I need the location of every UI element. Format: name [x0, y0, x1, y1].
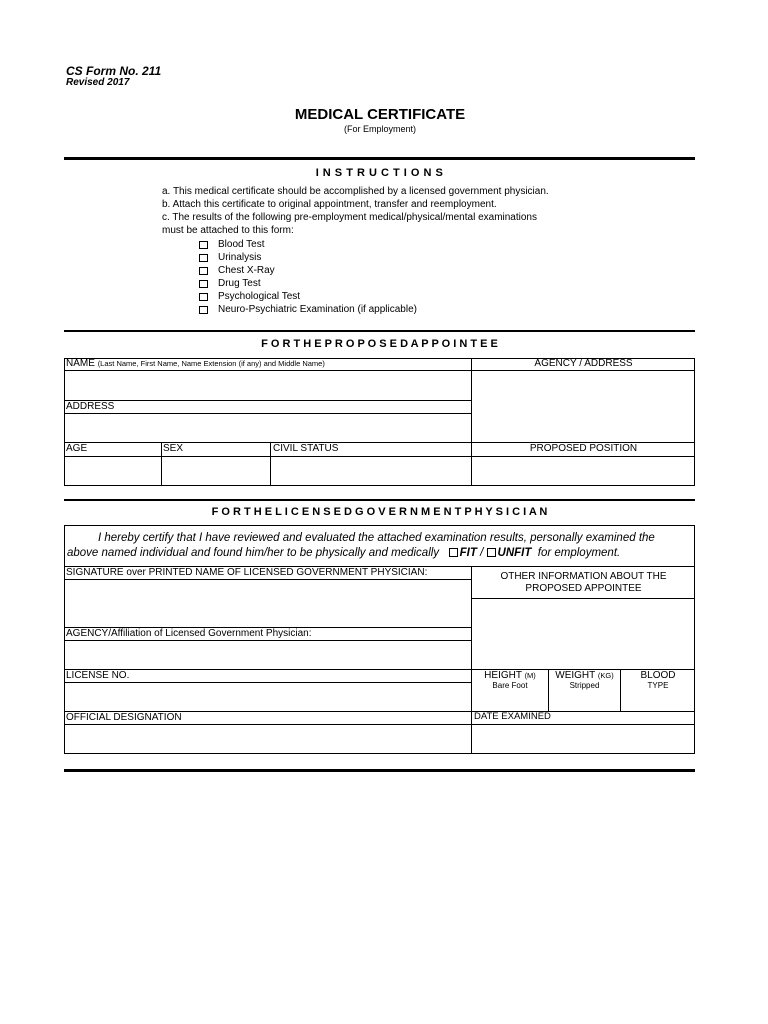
height-sub-label: Bare Foot [492, 681, 528, 690]
blood-type-field[interactable] [621, 692, 694, 711]
urinalysis-checkbox[interactable] [199, 254, 208, 262]
certification-line-2: above named individual and found him/her to be physically and medically FIT / UNFIT for employment. [67, 547, 621, 559]
page-title: MEDICAL CERTIFICATE [294, 106, 466, 123]
date-examined-field[interactable] [472, 725, 694, 753]
height-field[interactable] [472, 692, 548, 711]
proposed-position-label: PROPOSED POSITION [529, 443, 638, 454]
name-label: NAME (Last Name, First Name, Name Extension (if any) and Middle Name) [66, 358, 325, 369]
exam-label: Neuro-Psychiatric Examination (if applicable) [218, 304, 417, 315]
blood-type-sub-label: TYPE [647, 681, 669, 690]
appointee-heading: F O R T H E P R O P O S E D A P P O I N T E E [261, 338, 498, 350]
physician-heading: F O R T H E L I C E N S E D G O V E R N M E N T P H Y S I C I A N [211, 506, 548, 518]
license-no-label: LICENSE NO. [66, 670, 130, 681]
civil-status-label: CIVIL STATUS [273, 443, 339, 454]
date-examined-label: DATE EXAMINED [474, 711, 551, 722]
weight-field[interactable] [549, 692, 620, 711]
revision-date: Revised 2017 [66, 77, 130, 88]
physician-agency-label: AGENCY/Affiliation of Licensed Government Physician: [66, 628, 312, 639]
unfit-label: UNFIT [497, 547, 532, 559]
address-label: ADDRESS [66, 401, 115, 412]
instruction-item: b. Attach this certificate to original appointment, transfer and reemployment. [162, 199, 497, 210]
chest-xray-checkbox[interactable] [199, 267, 208, 275]
exam-label: Blood Test [218, 239, 265, 250]
proposed-position-field[interactable] [472, 457, 694, 485]
height-label: HEIGHT (M) [484, 670, 536, 681]
certification-line-1: I hereby certify that I have reviewed and evaluated the attached examination results, personally examined the [98, 532, 655, 544]
address-field[interactable] [65, 414, 471, 442]
name-hint: (Last Name, First Name, Name Extension (if any) and Middle Name) [97, 359, 325, 368]
exam-label: Drug Test [218, 278, 261, 289]
section-divider [64, 499, 695, 501]
other-info-label: PROPOSED APPOINTEE [525, 583, 642, 594]
blood-test-checkbox[interactable] [199, 241, 208, 249]
signature-label: SIGNATURE over PRINTED NAME OF LICENSED GOVERNMENT PHYSICIAN: [66, 567, 428, 578]
license-no-field[interactable] [65, 683, 471, 711]
instruction-item: c. The results of the following pre-employment medical/physical/mental examinations [162, 212, 537, 223]
civil-status-field[interactable] [271, 457, 471, 485]
exam-label: Psychological Test [218, 291, 301, 302]
official-designation-field[interactable] [65, 725, 471, 753]
other-info-label: OTHER INFORMATION ABOUT THE [500, 571, 667, 582]
age-label: AGE [66, 443, 88, 454]
signature-field[interactable] [65, 580, 471, 627]
fit-checkbox[interactable] [449, 548, 458, 557]
weight-label: WEIGHT (KG) [555, 670, 614, 681]
sex-label: SEX [163, 443, 184, 454]
form-number: CS Form No. 211 [66, 64, 162, 78]
instruction-item: must be attached to this form: [162, 225, 294, 236]
blood-type-label: BLOOD [640, 670, 676, 681]
exam-label: Urinalysis [218, 252, 262, 263]
physician-agency-field[interactable] [65, 641, 471, 669]
agency-address-label: AGENCY / ADDRESS [534, 358, 633, 369]
page-subtitle: (For Employment) [343, 124, 416, 134]
sex-field[interactable] [162, 457, 270, 485]
other-info-field[interactable] [472, 599, 694, 669]
official-designation-label: OFFICIAL DESIGNATION [66, 712, 182, 723]
instruction-item: a. This medical certificate should be accomplished by a licensed government physician. [162, 186, 549, 197]
exam-label: Chest X-Ray [218, 265, 275, 276]
instructions-heading: I N S T R U C T I O N S [315, 167, 444, 179]
name-field[interactable] [65, 371, 471, 400]
neuro-psychiatric-checkbox[interactable] [199, 306, 208, 314]
unfit-checkbox[interactable] [487, 548, 496, 557]
section-divider [64, 769, 695, 772]
section-divider [64, 330, 695, 332]
agency-address-field[interactable] [472, 371, 694, 442]
psychological-test-checkbox[interactable] [199, 293, 208, 301]
age-field[interactable] [65, 457, 161, 485]
fit-label: FIT [459, 547, 477, 559]
section-divider [64, 157, 695, 160]
weight-sub-label: Stripped [569, 681, 600, 690]
drug-test-checkbox[interactable] [199, 280, 208, 288]
